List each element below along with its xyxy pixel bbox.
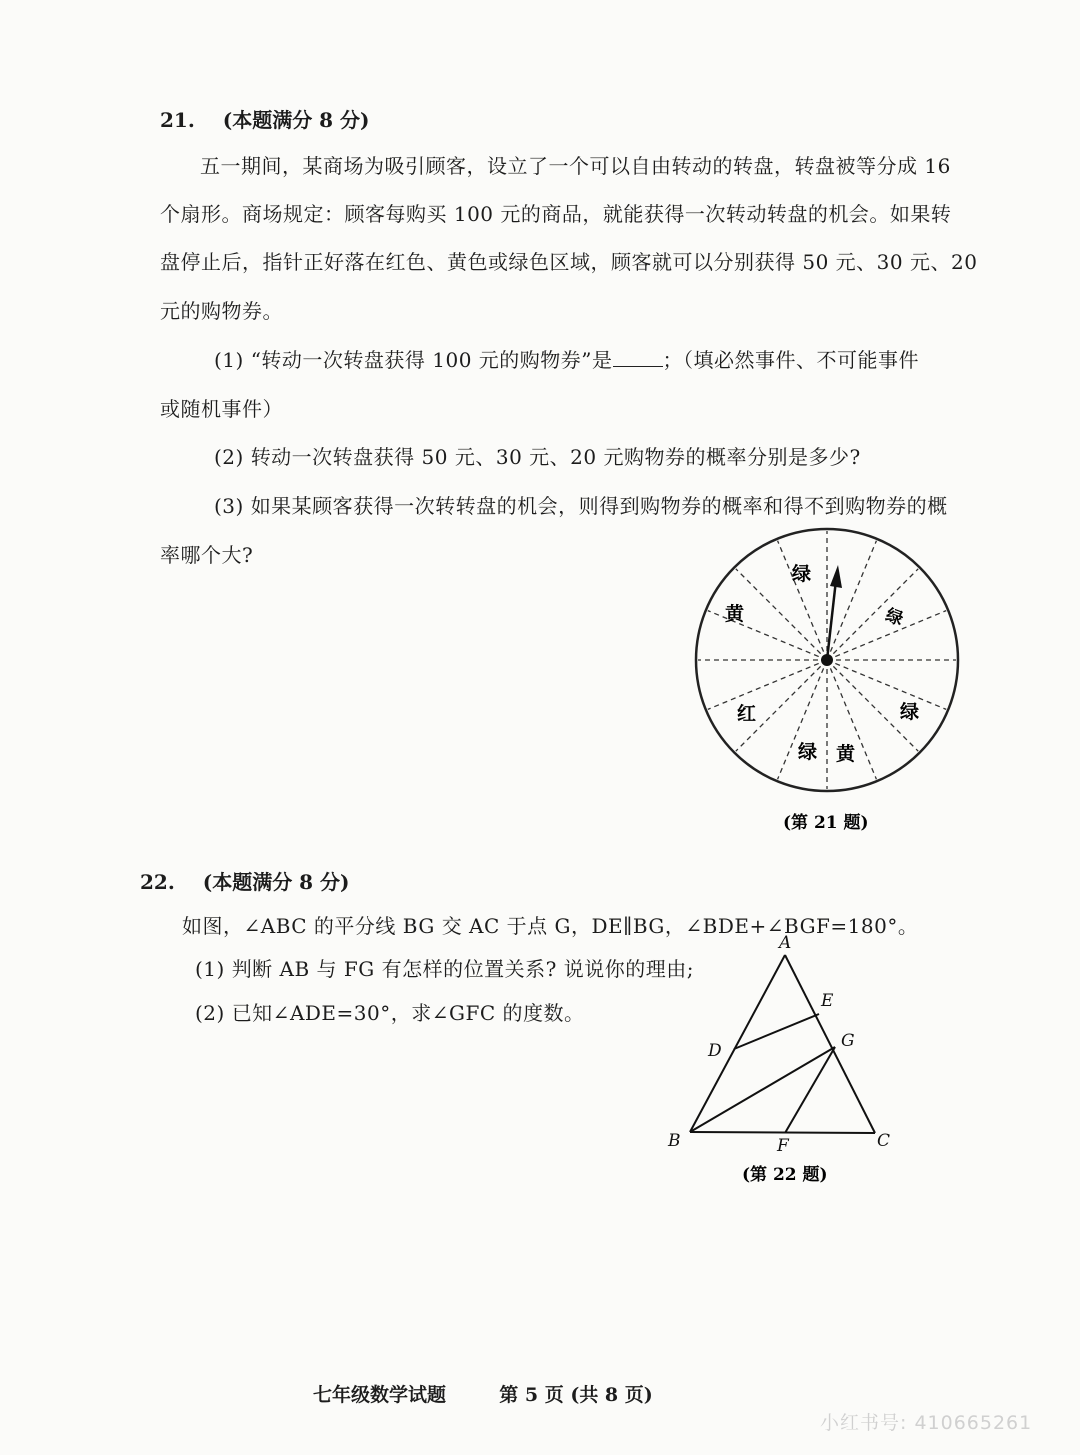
q21-sub3: (3) 如果某顾客获得一次转转盘的机会，则得到购物券的概率和得不到购物券的概: [214, 494, 948, 518]
q22-score: (本题满分 8 分): [202, 870, 350, 894]
point-label-E: E: [821, 991, 834, 1011]
point-label-C: C: [877, 1131, 891, 1151]
segment-AB: [690, 955, 785, 1132]
q22-sub1: (1) 判断 AB 与 FG 有怎样的位置关系? 说说你的理由;: [195, 957, 694, 981]
watermark: 小红书号: 410665261: [820, 1412, 1033, 1434]
q22-header: [140, 866, 350, 895]
point-label-G: G: [841, 1031, 855, 1051]
point-label-D: D: [708, 1041, 722, 1061]
q21-para-line-1: 五一期间，某商场为吸引顾客，设立了一个可以自由转动的转盘，转盘被等分成 16: [200, 154, 951, 178]
wheel-divider: [736, 569, 827, 660]
wheel-label-yellow-bottom: 黄: [836, 743, 856, 765]
q22-sub2: (2) 已知∠ADE=30°，求∠GFC 的度数。: [195, 1001, 585, 1025]
q22-number: 22.: [140, 870, 175, 894]
point-label-B: B: [668, 1131, 681, 1151]
q22-caption: (第 22 题): [742, 1165, 828, 1185]
segment-AC: [785, 955, 875, 1133]
segment-DE: [734, 1014, 819, 1049]
footer-page-number: 第 5 页 (共 8 页): [499, 1384, 653, 1406]
footer-subject: 七年级数学试题: [313, 1384, 447, 1406]
wheel-label-yellow-left: 黄: [725, 603, 745, 625]
point-label-A: A: [779, 933, 792, 953]
segment-GF: [785, 1047, 835, 1133]
wheel-label-green-right: 绿: [882, 605, 906, 631]
wheel-label-red: 红: [737, 703, 757, 725]
wheel-label-green-bottom: 绿: [798, 741, 818, 763]
q21-score: (本题满分 8 分): [222, 108, 370, 132]
q21-sub2: (2) 转动一次转盘获得 50 元、30 元、20 元购物券的概率分别是多少?: [214, 445, 861, 469]
q21-sub1-cont: 或随机事件）: [160, 397, 283, 421]
point-label-F: F: [777, 1136, 789, 1156]
segment-BC: [690, 1132, 875, 1133]
spinner-wheel: [696, 529, 958, 791]
wheel-label-green-top: 绿: [792, 563, 812, 585]
q21-para-line-2: 个扇形。商场规定：顾客每购买 100 元的商品，就能获得一次转动转盘的机会。如果转: [160, 202, 952, 226]
q21-sub3-cont: 率哪个大?: [160, 543, 254, 567]
wheel-label-green-lower-right: 绿: [900, 701, 920, 723]
q21-para-line-4: 元的购物券。: [160, 299, 283, 323]
q21-sub1-text: (1) “转动一次转盘获得 100 元的购物券”是: [214, 348, 613, 372]
q22-stem: 如图，∠ABC 的平分线 BG 交 AC 于点 G，DE∥BG，∠BDE+∠BGF=180°。: [182, 914, 919, 938]
page-footer: [313, 1380, 653, 1407]
q21-sub1-hint: ；（填必然事件、不可能事件: [662, 348, 920, 372]
q21-caption: (第 21 题): [783, 813, 869, 833]
q21-number: 21.: [160, 108, 195, 132]
pointer-arrow-icon: [830, 565, 842, 588]
q21-para-line-3: 盘停止后，指针正好落在红色、黄色或绿色区域，顾客就可以分别获得 50 元、30 元、20: [160, 250, 978, 274]
